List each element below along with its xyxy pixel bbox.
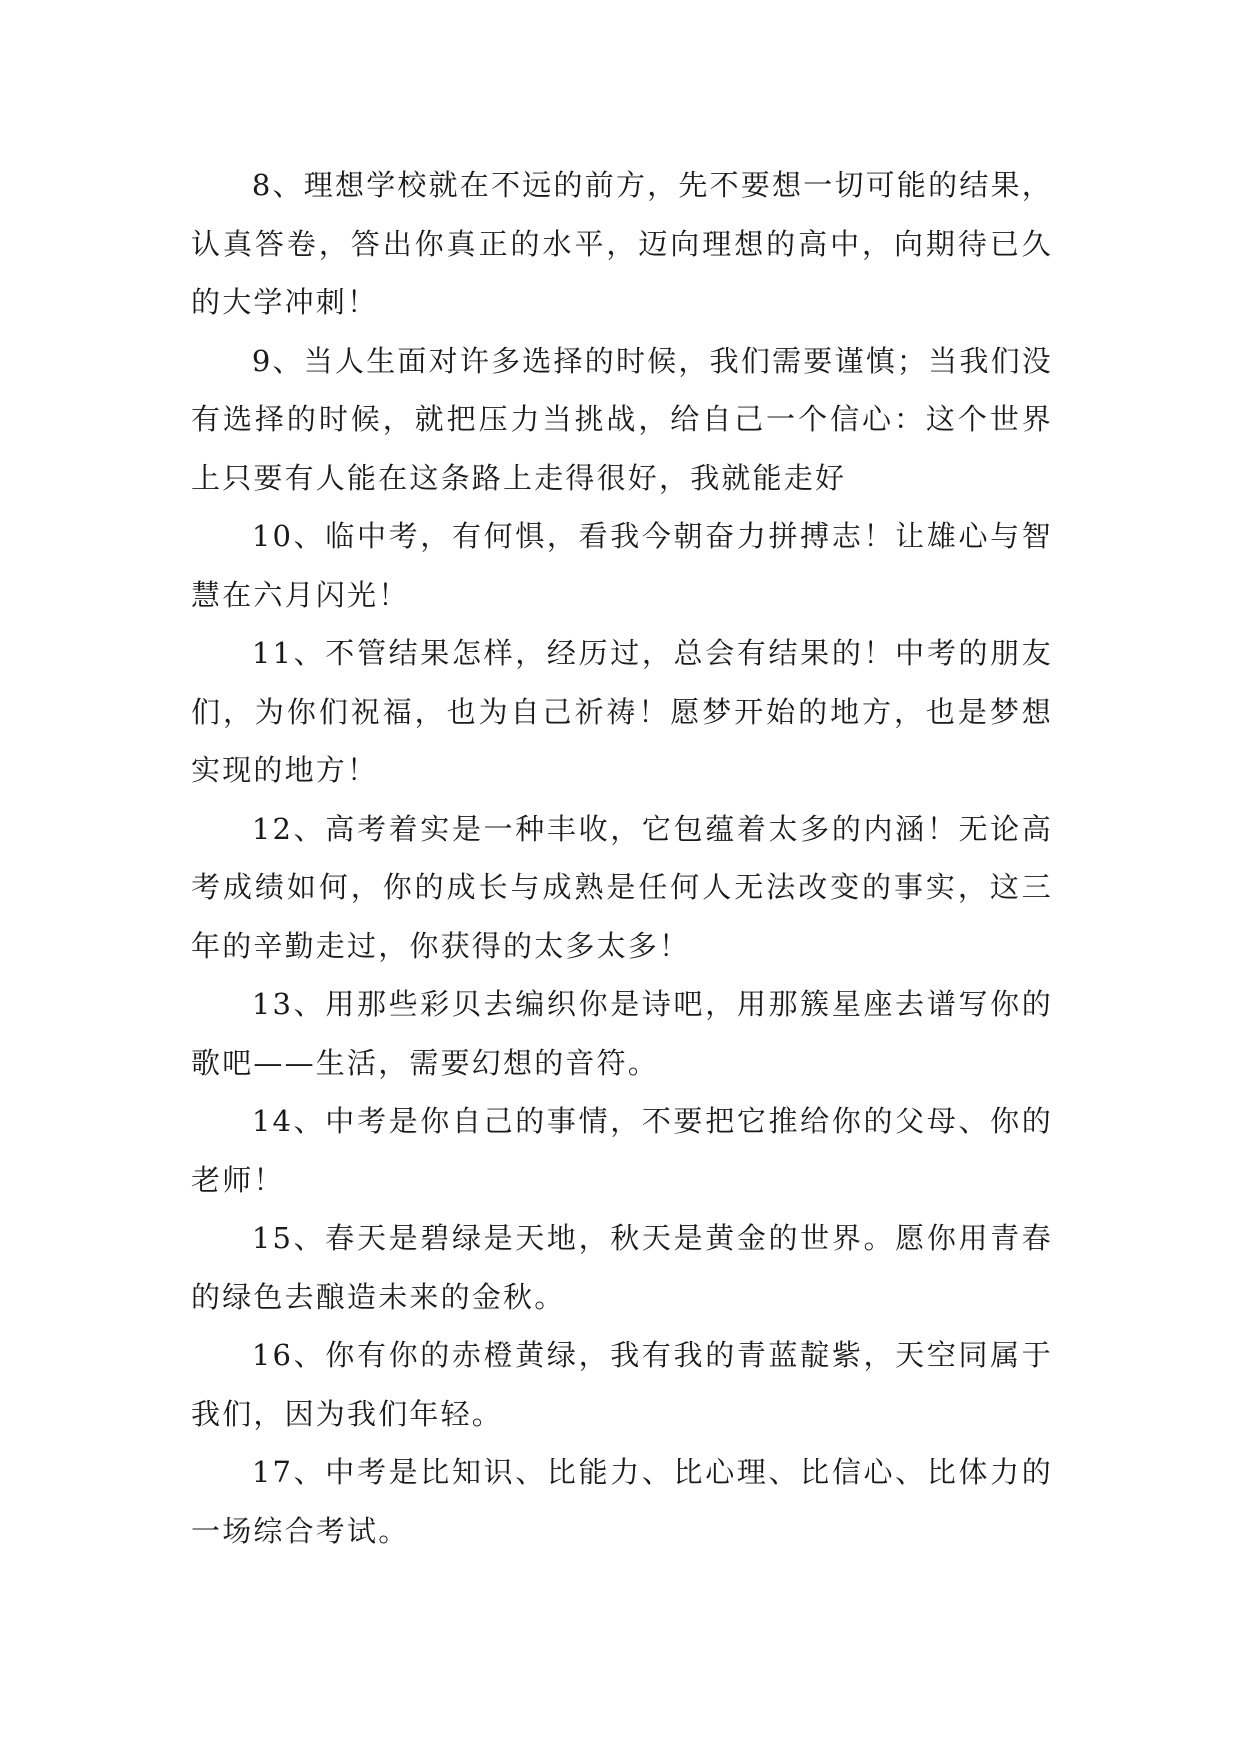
paragraph-12: 12、高考着实是一种丰收，它包蕴着太多的内涵！无论高考成绩如何，你的成长与成熟是任何人无法改变的事实，这三年的辛勤走过，你获得的太多太多！ — [191, 811, 1053, 963]
paragraph-14: 14、中考是你自己的事情，不要把它推给你的父母、你的老师！ — [191, 1104, 1053, 1197]
paragraph-15: 15、春天是碧绿是天地，秋天是黄金的世界。愿你用青春的绿色去酿造未来的金秋。 — [191, 1221, 1053, 1314]
paragraph-8: 8、理想学校就在不远的前方，先不要想一切可能的结果，认真答卷，答出你真正的水平，迈向理想的高中，向期待已久的大学冲刺！ — [191, 168, 1053, 319]
paragraph-9: 9、当人生面对许多选择的时候，我们需要谨慎；当我们没有选择的时候，就把压力当挑战，给自己一个信心：这个世界上只要有人能在这条路上走得很好，我就能走好 — [191, 343, 1053, 495]
paragraph-10: 10、临中考，有何惧，看我今朝奋力拼搏志！让雄心与智慧在六月闪光！ — [191, 519, 1053, 612]
paragraph-17: 17、中考是比知识、比能力、比心理、比信心、比体力的一场综合考试。 — [191, 1455, 1053, 1548]
paragraph-11: 11、不管结果怎样，经历过，总会有结果的！中考的朋友们，为你们祝福，也为自己祈祷！愿梦开始的地方，也是梦想实现的地方！ — [191, 636, 1053, 787]
paragraph-16: 16、你有你的赤橙黄绿，我有我的青蓝靛紫，天空同属于我们，因为我们年轻。 — [191, 1338, 1053, 1431]
paragraph-13: 13、用那些彩贝去编织你是诗吧，用那簇星座去谱写你的歌吧——生活，需要幻想的音符。 — [191, 987, 1053, 1080]
document-body — [191, 156, 1053, 1560]
